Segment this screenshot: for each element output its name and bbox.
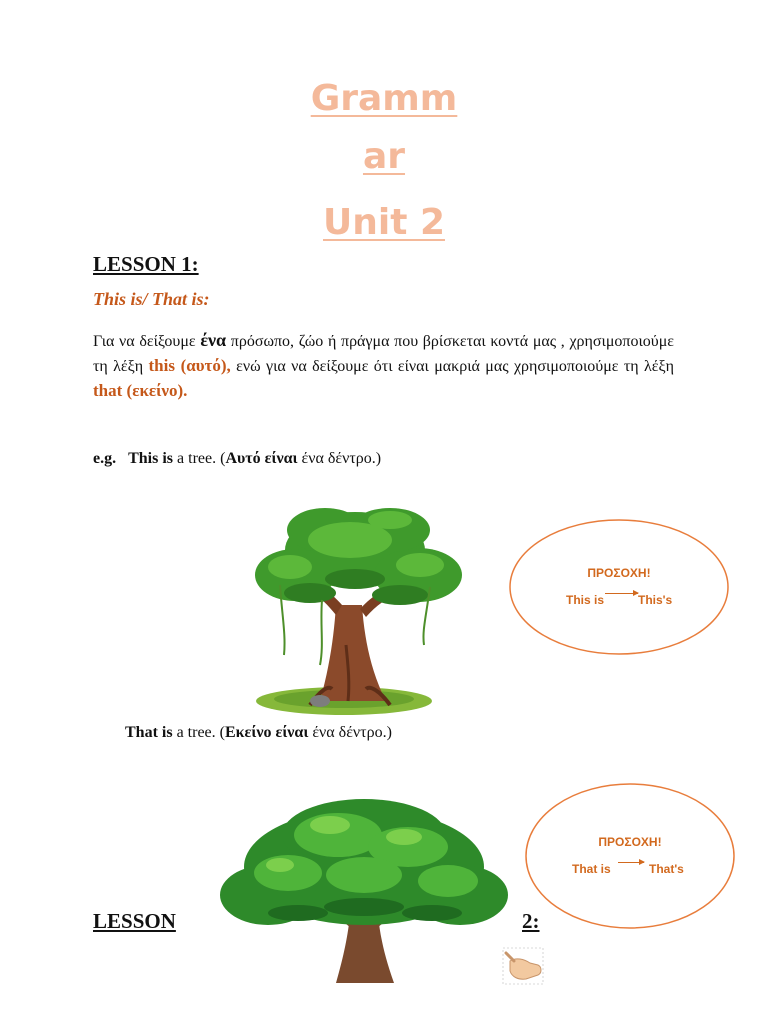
example-eg: e.g. <box>93 450 117 467</box>
note-1-arrow-icon <box>605 593 638 594</box>
title-line-3: Unit 2 <box>323 202 445 243</box>
note-2-heading: ΠΡΟΣΟΧΗ! <box>598 835 662 849</box>
example-this <box>93 450 381 468</box>
para-that: that (εκείνο). <box>93 381 188 400</box>
tree-far-image <box>218 795 510 985</box>
example-this-greek-bold: Αυτό είναι <box>225 450 298 467</box>
para-bold-ena: ένα <box>200 330 227 350</box>
example-that-bold: That is <box>125 724 173 741</box>
para-text-2: πρόσωπο, ζώο ή πράγμα που βρίσκεται κοντά μας , χρησιμοποιούμε τη λέξη <box>93 333 675 375</box>
example-that-text: a tree. ( <box>172 724 225 741</box>
example-that <box>125 724 392 742</box>
pointing-hand-icon <box>502 947 544 985</box>
title-line-2: ar <box>362 136 406 177</box>
example-this-bold: This is <box>128 450 174 467</box>
para-text-3: ενώ για να δείξουμε ότι είναι μακριά μας χρησιμοποιούμε τη λέξη <box>230 358 675 375</box>
example-that-greek-bold: Εκείνο είναι <box>224 724 309 741</box>
note-1-from: This is <box>566 593 605 607</box>
note-1-heading: ΠΡΟΣΟΧΗ! <box>587 566 651 580</box>
para-this: this (αυτό), <box>148 356 231 375</box>
tree-close-image <box>250 505 470 720</box>
lesson-1-heading: LESSON 1: <box>93 252 199 276</box>
note-1-to: This's <box>638 593 673 607</box>
example-that-greek-text: ένα δέντρο.) <box>308 724 392 741</box>
note-2-arrow-icon <box>618 862 644 863</box>
para-text-1: Για να δείξουμε <box>93 333 201 350</box>
example-this-greek-text: ένα δέντρο.) <box>297 450 382 467</box>
lesson-1-subheading: This is/ That is: <box>93 289 210 309</box>
note-2-ellipse <box>524 781 736 931</box>
note-1-ellipse <box>508 517 730 657</box>
lesson-2-word: LESSON <box>93 909 176 933</box>
explanation-paragraph <box>93 328 674 404</box>
lesson-2-number: 2: <box>522 909 540 933</box>
note-2-to: That's <box>649 862 684 876</box>
note-2-from: That is <box>572 862 611 876</box>
example-this-text: a tree. ( <box>173 450 226 467</box>
title-line-1: Gramm <box>310 78 458 119</box>
